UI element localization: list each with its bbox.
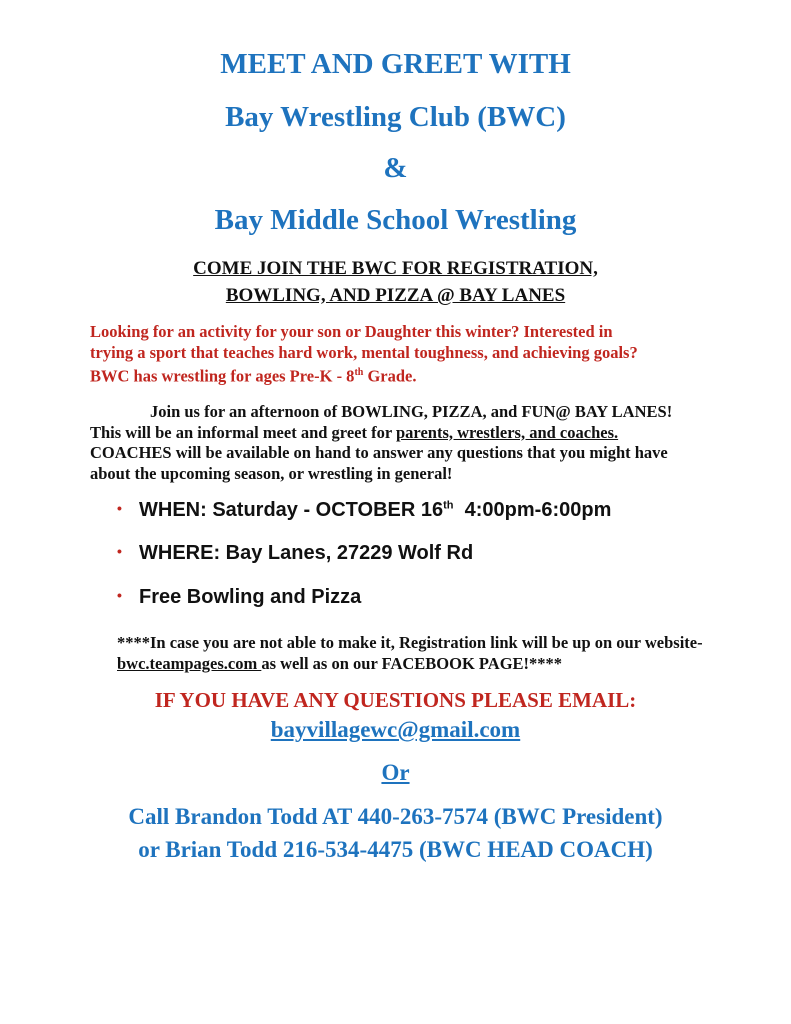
when-time: 4:00pm-6:00pm — [464, 499, 612, 521]
email-link[interactable]: bayvillagewc@gmail.com — [270, 717, 521, 742]
intro-superscript: th — [354, 367, 364, 378]
title-line-4: Bay Middle School Wrestling — [214, 204, 577, 236]
body-paragraph — [90, 402, 690, 484]
bullet-dot-icon: • — [117, 587, 122, 603]
website-link[interactable]: bwc.teampages.com — [117, 653, 262, 673]
bullet-dot-icon: • — [117, 500, 122, 516]
note-text-1: ****In case you are not able to make it, Registration link will be up on our website- — [117, 633, 703, 652]
when-text: WHEN: Saturday - OCTOBER 16 — [139, 499, 444, 521]
when-superscript: th — [443, 499, 454, 512]
note-text-2: as well as on our FACEBOOK PAGE!**** — [261, 653, 563, 673]
subheading-line-1: COME JOIN THE BWC FOR REGISTRATION, — [193, 258, 598, 279]
subheading-line-2: BOWLING, AND PIZZA @ BAY LANES — [225, 285, 566, 306]
call-block — [0, 800, 791, 866]
intro-line-1: Looking for an activity for your son or Daughter this winter? Interested in — [90, 322, 613, 341]
intro-paragraph — [90, 322, 720, 387]
body-text-2: COACHES will be available on hand to answer any questions that you might have about the upcoming season, or wrestling in general! — [90, 443, 668, 483]
title-line-1: MEET AND GREET WITH — [220, 48, 571, 80]
body-text-1: Join us for an afternoon of BOWLING, PIZZA, and FUN@ BAY LANES! This will be an informal meet and greet for — [90, 402, 673, 442]
or-text: Or — [381, 760, 410, 785]
registration-note — [117, 633, 717, 674]
audience-text: parents, wrestlers, and coaches. — [396, 422, 619, 442]
title-ampersand: & — [383, 152, 408, 184]
intro-line-3-end: Grade. — [363, 366, 417, 386]
bullet-when — [117, 499, 611, 522]
free-text: Free Bowling and Pizza — [139, 586, 362, 608]
bullet-free — [117, 586, 361, 609]
intro-line-2: trying a sport that teaches hard work, mental toughness, and achieving goals? — [90, 342, 638, 362]
questions-heading: IF YOU HAVE ANY QUESTIONS PLEASE EMAIL: — [154, 688, 637, 712]
intro-line-3-text: BWC has wrestling for ages Pre-K - 8 — [90, 366, 355, 386]
bullet-where — [117, 542, 473, 565]
title-line-2: Bay Wrestling Club (BWC) — [225, 101, 566, 133]
call-line-1: Call Brandon Todd AT 440-263-7574 (BWC President) — [128, 804, 663, 829]
intro-line-3 — [90, 363, 720, 387]
where-text: WHERE: Bay Lanes, 27229 Wolf Rd — [139, 542, 474, 564]
bullet-dot-icon: • — [117, 543, 122, 559]
call-line-2: or Brian Todd 216-534-4475 (BWC HEAD COACH) — [138, 837, 653, 862]
